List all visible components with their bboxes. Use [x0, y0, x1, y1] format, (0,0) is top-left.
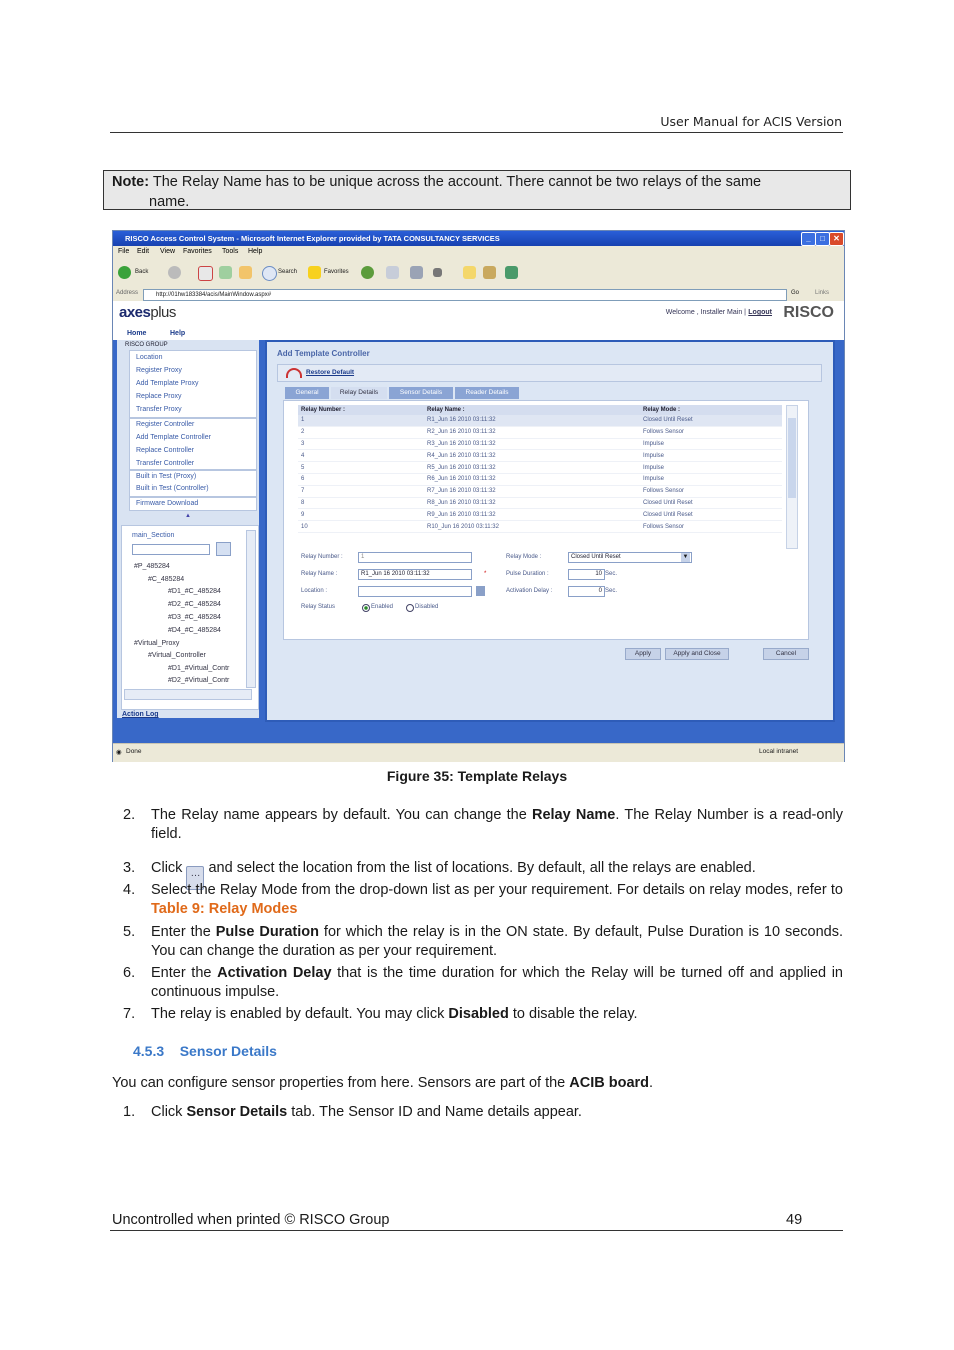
note-label: Note: [112, 174, 150, 190]
menu-add-template-controller[interactable]: Add Template Controller [136, 434, 211, 441]
left-panel [117, 340, 259, 718]
proxy-menu [129, 350, 257, 418]
mail-icon[interactable] [386, 266, 399, 279]
menu-bar [113, 246, 844, 259]
relay-mode-cell: Impulse [640, 438, 782, 450]
footer-text: Uncontrolled when printed © RISCO Group [112, 1212, 390, 1228]
relay-number-cell: 5 [298, 462, 424, 474]
menu-favorites[interactable]: Favorites [183, 248, 212, 255]
firmware-menu [129, 497, 257, 511]
right-panel [265, 340, 835, 722]
header-title: User Manual for ACIS Version [660, 114, 842, 129]
history-icon[interactable] [361, 266, 374, 279]
stop-icon[interactable] [198, 266, 213, 281]
test-menu [129, 470, 257, 497]
status-zone: Local intranet [759, 748, 799, 755]
favorites-icon[interactable] [308, 266, 321, 279]
back-icon[interactable] [118, 266, 131, 279]
activation-delay-field[interactable]: 0 [568, 586, 605, 597]
controller-menu [129, 418, 257, 470]
menu-replace-proxy[interactable]: Replace Proxy [136, 393, 182, 400]
table-row[interactable] [298, 473, 782, 485]
tree-node-d4[interactable]: #D4_#C_485284 [168, 627, 221, 634]
relay-number-field: 1 [358, 552, 472, 563]
tree-node-proxy[interactable]: #P_485284 [134, 563, 170, 570]
tree-panel [121, 525, 259, 710]
tree-hscroll[interactable] [124, 689, 252, 700]
table-row[interactable] [298, 521, 782, 533]
action-log-link[interactable]: Action Log [122, 711, 159, 718]
menu-edit[interactable]: Edit [137, 248, 150, 255]
collapse-up-icon[interactable]: ▲ [185, 513, 191, 519]
relay-name-cell: R8_Jun 16 2010 03:11:32 [424, 497, 640, 509]
table-row[interactable] [298, 426, 782, 438]
footer-rule [110, 1230, 843, 1231]
relay-mode-cell: Closed Until Reset [640, 415, 782, 426]
activation-delay-label: Activation Delay : [506, 588, 553, 594]
nav-home[interactable]: Home [127, 330, 147, 337]
relay-name-cell: R1_Jun 16 2010 03:11:32 [424, 415, 640, 426]
relay-mode-cell: Follows Sensor [640, 485, 782, 497]
relay-mode-label: Relay Mode : [506, 554, 542, 560]
menu-view[interactable]: View [160, 248, 176, 255]
header-rule [110, 132, 843, 133]
relay-number-cell: 6 [298, 473, 424, 485]
col-relay-name[interactable]: Relay Name : [424, 405, 640, 415]
apply-close-button[interactable]: Apply and Close [665, 648, 729, 660]
axesplus-logo: axesplus [119, 304, 176, 321]
search-icon[interactable] [262, 266, 277, 281]
menu-transfer-controller[interactable]: Transfer Controller [136, 460, 195, 467]
relay-number-cell: 3 [298, 438, 424, 450]
enabled-label: Enabled [371, 604, 394, 610]
main-section-label: main_Section [132, 532, 175, 539]
relay-content [283, 400, 809, 640]
research-icon[interactable] [483, 266, 496, 279]
menu-help[interactable]: Help [248, 248, 263, 255]
relay-mode-select[interactable]: Closed Until Reset [568, 552, 692, 563]
refresh-icon[interactable] [219, 266, 232, 279]
status-done: Done [126, 748, 142, 755]
address-label: Address [116, 290, 139, 296]
scroll-thumb[interactable] [788, 418, 796, 498]
relay-mode-cell: Follows Sensor [640, 426, 782, 438]
tree-vscroll[interactable] [246, 530, 256, 688]
step-7: 7. The relay is enabled by default. You may click Disabled to disable the relay. [123, 1006, 638, 1022]
maximize-icon[interactable]: □ [815, 232, 830, 246]
window-title: RISCO Access Control System - Microsoft Internet Explorer provided by TATA CONSULTANCY SERVICES [125, 234, 500, 243]
restore-bar [277, 364, 822, 382]
tree-search-icon[interactable] [216, 542, 231, 556]
menu-bit-controller[interactable]: Built in Test (Controller) [136, 485, 209, 492]
relay-name-cell: R7_Jun 16 2010 03:11:32 [424, 485, 640, 497]
table-row[interactable] [298, 497, 782, 509]
favorites-label[interactable]: Favorites [324, 269, 349, 275]
relay-mode-cell: Impulse [640, 462, 782, 474]
figure-caption: Figure 35: Template Relays [386, 768, 568, 784]
tree-node-d1[interactable]: #D1_#C_485284 [168, 588, 221, 595]
step-3: 3. Click … and select the location from the list of locations. By default, all the relays are enabled. [0, 859, 954, 879]
table-row[interactable] [298, 438, 782, 450]
panel-title: Add Template Controller [277, 349, 370, 358]
table-row[interactable] [298, 462, 782, 474]
tree-node-d2[interactable]: #D2_#C_485284 [168, 601, 221, 608]
relay-name-label: Relay Name : [301, 571, 338, 577]
enabled-radio[interactable] [362, 604, 370, 612]
step-4: 4. Select the Relay Mode from the drop-down list as per your requirement. For details on relay modes, refer to Table 9: Relay Modes [123, 882, 843, 917]
relay-modes-link[interactable]: Table 9: Relay Modes [151, 901, 298, 917]
relay-name-cell: R6_Jun 16 2010 03:11:32 [424, 473, 640, 485]
sensor-step-1: 1. Click Sensor Details tab. The Sensor ID and Name details appear. [123, 1104, 582, 1120]
back-label[interactable]: Back [135, 269, 149, 275]
relay-number-cell: 10 [298, 521, 424, 533]
table-row[interactable] [298, 415, 782, 426]
note-box [103, 170, 851, 210]
apply-button[interactable]: Apply [625, 648, 661, 660]
disabled-radio[interactable] [406, 604, 414, 612]
relay-number-cell: 8 [298, 497, 424, 509]
relay-name-cell: R9_Jun 16 2010 03:11:32 [424, 509, 640, 521]
window-titlebar [113, 231, 844, 246]
location-label: Location : [301, 588, 328, 594]
go-button[interactable]: Go [791, 290, 800, 296]
tree-node-controller[interactable]: #C_485284 [148, 576, 185, 583]
step-6: 6. Enter the Activation Delay that is the time duration for which the Relay will be turned off and applied in continuous impulse. [123, 965, 843, 1000]
relay-name-cell: R4_Jun 16 2010 03:11:32 [424, 450, 640, 462]
pulse-duration-label: Pulse Duration : [506, 571, 549, 577]
restore-default-link[interactable]: Restore Default [306, 369, 355, 376]
relay-mode-cell: Impulse [640, 473, 782, 485]
welcome-text: Welcome , Installer Main | [665, 309, 746, 316]
required-mark: * [484, 571, 487, 577]
address-input[interactable]: http://01hw183384/acis/MainWindow.aspx# [143, 289, 787, 301]
activation-sec-label: Sec. [605, 588, 618, 594]
menu-location[interactable]: Location [136, 354, 163, 361]
menu-tools[interactable]: Tools [222, 248, 239, 255]
menu-register-proxy[interactable]: Register Proxy [136, 367, 182, 374]
menu-firmware[interactable]: Firmware Download [136, 500, 199, 507]
relay-name-field[interactable]: R1_Jun 16 2010 03:11:32 [358, 569, 472, 580]
tree-node-virtual-proxy[interactable]: #Virtual_Proxy [134, 640, 180, 647]
tab-sensor-details[interactable]: Sensor Details [389, 387, 453, 399]
browser-toolbar [113, 259, 844, 288]
status-bar [113, 743, 844, 762]
relay-number-label: Relay Number : [301, 554, 343, 560]
relay-name-cell: R3_Jun 16 2010 03:11:32 [424, 438, 640, 450]
pulse-sec-label: Sec. [605, 571, 618, 577]
app-brand-bar [113, 301, 844, 328]
minimize-icon[interactable]: _ [801, 232, 816, 246]
relay-name-cell: R5_Jun 16 2010 03:11:32 [424, 462, 640, 474]
relay-number-cell: 7 [298, 485, 424, 497]
logout-link[interactable]: Logout [748, 309, 772, 316]
step-2: 2. The Relay name appears by default. You can change the Relay Name. The Relay Number is a read-only field. [123, 807, 843, 842]
tree-node-vd1[interactable]: #D1_#Virtual_Contr [168, 665, 230, 672]
pulse-duration-field[interactable]: 10 [568, 569, 605, 580]
tab-reader-details[interactable]: Reader Details [455, 387, 519, 399]
menu-transfer-proxy[interactable]: Transfer Proxy [136, 406, 182, 413]
cancel-button[interactable]: Cancel [763, 648, 809, 660]
location-picker-button[interactable] [476, 586, 485, 596]
tree-search-input[interactable] [132, 544, 210, 555]
forward-icon[interactable] [168, 266, 181, 279]
home-icon[interactable] [239, 266, 252, 279]
tab-general[interactable]: General [285, 387, 329, 399]
relay-table [298, 405, 782, 533]
table-scrollbar[interactable] [786, 405, 798, 549]
col-relay-mode[interactable]: Relay Mode : [640, 405, 782, 415]
notes-icon[interactable] [463, 266, 476, 279]
restore-icon[interactable] [286, 368, 302, 378]
tree-node-vd2[interactable]: #D2_#Virtual_Contr [168, 677, 230, 684]
nav-help[interactable]: Help [170, 330, 186, 337]
relay-number-cell: 9 [298, 509, 424, 521]
step-5: 5. Enter the Pulse Duration for which the relay is in the ON state. By default, Pulse Duration is 10 seconds. You can change the duration as per your requirement. [123, 924, 844, 959]
relay-name-cell: R10_Jun 16 2010 03:11:32 [424, 521, 640, 533]
tree-node-d3[interactable]: #D3_#C_485284 [168, 614, 221, 621]
relay-status-label: Relay Status [301, 604, 336, 610]
app-navbar [113, 327, 844, 340]
tab-relay-details[interactable]: Relay Details [331, 387, 387, 399]
close-icon[interactable]: ✕ [829, 232, 844, 246]
relay-number-cell: 1 [298, 415, 424, 426]
group-label: RISCO GROUP [125, 342, 168, 348]
relay-name-cell: R2_Jun 16 2010 03:11:32 [424, 426, 640, 438]
menu-replace-controller[interactable]: Replace Controller [136, 447, 194, 454]
app-screenshot [112, 230, 845, 762]
work-area [113, 340, 844, 743]
section-heading: 4.5.3 Sensor Details [133, 1043, 277, 1059]
note-text-2: name. [149, 194, 190, 210]
menu-file[interactable]: File [118, 248, 130, 255]
page-number: 49 [786, 1212, 803, 1228]
table-row[interactable] [298, 509, 782, 521]
relay-mode-cell: Closed Until Reset [640, 509, 782, 521]
disabled-label: Disabled [415, 604, 439, 610]
section-paragraph: You can configure sensor properties from here. Sensors are part of the ACIB board. [112, 1075, 654, 1091]
relay-number-cell: 4 [298, 450, 424, 462]
table-row[interactable] [298, 485, 782, 497]
relay-mode-cell: Closed Until Reset [640, 497, 782, 509]
tree-node-virtual-controller[interactable]: #Virtual_Controller [148, 652, 206, 659]
address-bar [113, 287, 844, 301]
edit-icon[interactable] [433, 268, 442, 277]
print-icon[interactable] [410, 266, 423, 279]
risco-logo: RISCO [783, 304, 834, 321]
location-field[interactable] [358, 586, 472, 597]
chevron-down-icon[interactable]: ▼ [682, 554, 689, 560]
links-label[interactable]: Links [815, 290, 830, 296]
relay-mode-cell: Follows Sensor [640, 521, 782, 533]
menu-bit-proxy[interactable]: Built in Test (Proxy) [136, 473, 197, 480]
ie-icon: ◉ [116, 749, 122, 756]
relay-number-cell: 2 [298, 426, 424, 438]
menu-add-template-proxy[interactable]: Add Template Proxy [136, 380, 199, 387]
menu-register-controller[interactable]: Register Controller [136, 421, 195, 428]
relay-mode-cell: Impulse [640, 450, 782, 462]
note-text: The Relay Name has to be unique across the account. There cannot be two relays of the same [152, 174, 762, 190]
col-relay-number[interactable]: Relay Number : [298, 405, 424, 415]
messenger-icon[interactable] [505, 266, 518, 279]
location-button-icon: … [186, 866, 204, 890]
search-label[interactable]: Search [278, 269, 298, 275]
table-row[interactable] [298, 450, 782, 462]
